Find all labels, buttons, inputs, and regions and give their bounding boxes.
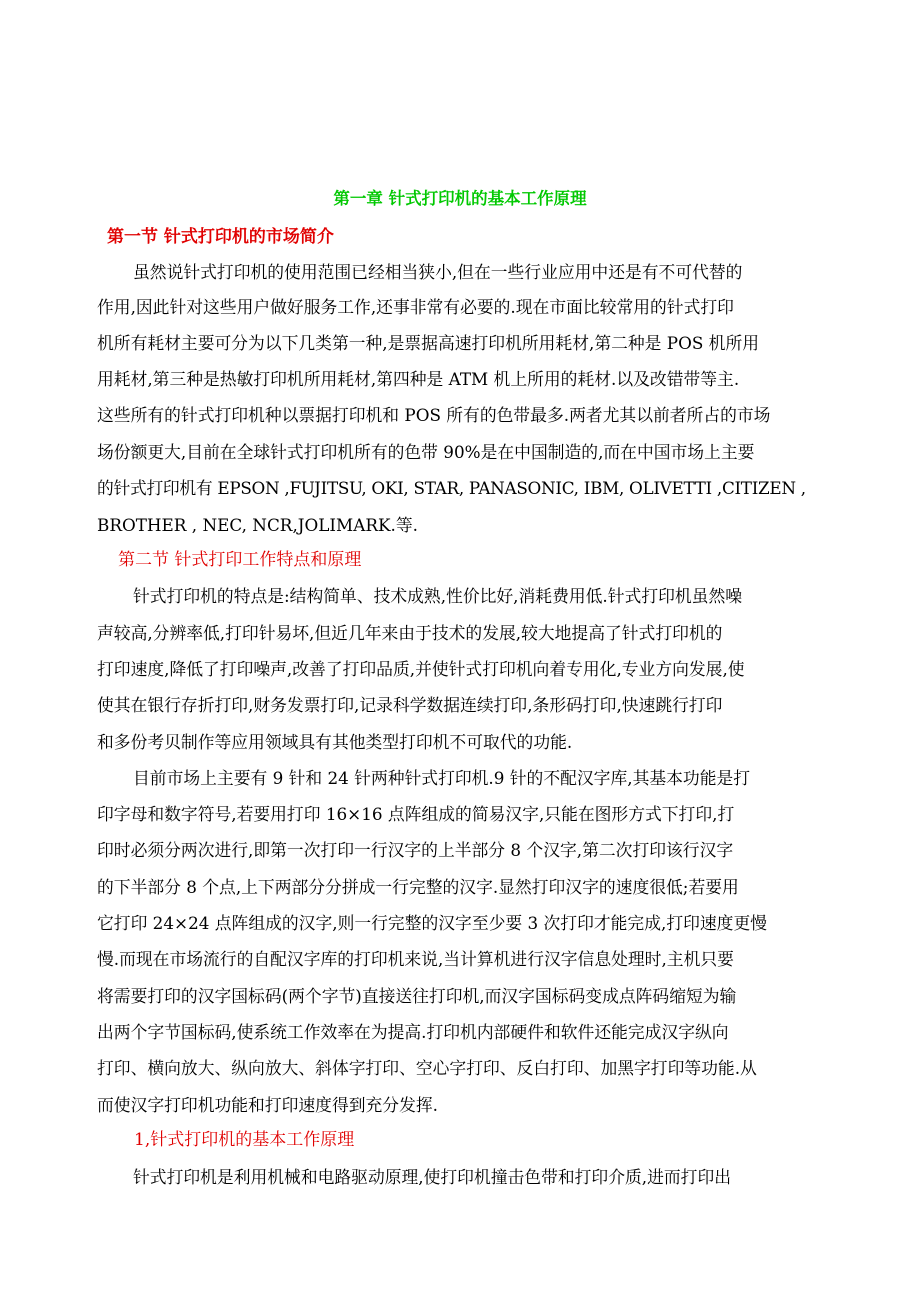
body-line: 场份额更大,目前在全球针式打印机所有的色带 90%是在中国制造的,而在中国市场上主要 xyxy=(97,442,755,462)
body-line: 印时必须分两次进行,即第一次打印一行汉字的上半部分 8 个汉字,第二次打印该行汉字 xyxy=(97,840,734,860)
body-line: 虽然说针式打印机的使用范围已经相当狭小,但在一些行业应用中还是有不可代替的 xyxy=(133,262,743,282)
body-line: 将需要打印的汉字国标码(两个字节)直接送往打印机,而汉字国标码变成点阵码缩短为输 xyxy=(97,986,737,1006)
body-line: 打印、横向放大、纵向放大、斜体字打印、空心字打印、反白打印、加黑字打印等功能.从 xyxy=(97,1058,757,1078)
body-line: 作用,因此针对这些用户做好服务工作,还事非常有必要的.现在市面比较常用的针式打印 xyxy=(97,297,734,317)
body-line: 慢.而现在市场流行的自配汉字库的打印机来说,当计算机进行汉字信息处理时,主机只要 xyxy=(97,949,734,969)
chapter-title: 第一章 针式打印机的基本工作原理 xyxy=(333,189,587,208)
body-line: 声较高,分辨率低,打印针易坏,但近几年来由于技术的发展,较大地提高了针式打印机的 xyxy=(97,623,723,643)
body-line: 目前市场上主要有 9 针和 24 针两种针式打印机.9 针的不配汉字库,其基本功能是打 xyxy=(133,768,751,788)
body-line: 它打印 24×24 点阵组成的汉字,则一行完整的汉字至少要 3 次打印才能完成,打印速度更慢 xyxy=(97,913,768,933)
body-line: 这些所有的针式打印机种以票据打印机和 POS 所有的色带最多.两者尤其以前者所占的市场 xyxy=(97,405,771,425)
body-line: 和多份考贝制作等应用领域具有其他类型打印机不可取代的功能. xyxy=(97,732,573,752)
section-1-heading: 第一节 针式打印机的市场简介 xyxy=(107,227,334,247)
body-line: 的针式打印机有 EPSON ,FUJITSU, OKI, STAR, PANASONIC, IBM, OLIVETTI ,CITIZEN , xyxy=(97,478,806,498)
body-line: 印字母和数字符号,若要用打印 16×16 点阵组成的简易汉字,只能在图形方式下打印,打 xyxy=(97,804,735,824)
body-line: 打印速度,降低了打印噪声,改善了打印品质,并使针式打印机向着专用化,专业方向发展,使 xyxy=(97,659,745,679)
body-line: 针式打印机的特点是:结构简单、技术成熟,性价比好,消耗费用低.针式打印机虽然噪 xyxy=(133,586,743,606)
body-line: BROTHER , NEC, NCR,JOLIMARK.等. xyxy=(97,515,418,535)
subsection-1-heading: 1,针式打印机的基本工作原理 xyxy=(134,1130,355,1150)
body-line: 使其在银行存折打印,财务发票打印,记录科学数据连续打印,条形码打印,快速跳行打印 xyxy=(97,695,723,715)
section-2-heading: 第二节 针式打印工作特点和原理 xyxy=(118,550,362,570)
body-line: 用耗材,第三种是热敏打印机所用耗材,第四种是 ATM 机上所用的耗材.以及改错带等主. xyxy=(97,369,740,389)
body-line: 出两个字节国标码,使系统工作效率在为提高.打印机内部硬件和软件还能完成汉字纵向 xyxy=(97,1022,729,1042)
body-line: 的下半部分 8 个点,上下两部分分拼成一行完整的汉字.显然打印汉字的速度很低;若要用 xyxy=(97,877,739,897)
body-line: 针式打印机是利用机械和电路驱动原理,使打印机撞击色带和打印介质,进而打印出 xyxy=(133,1167,732,1187)
body-line: 而使汉字打印机功能和打印速度得到充分发挥. xyxy=(97,1095,438,1115)
body-line: 机所有耗材主要可分为以下几类第一种,是票据高速打印机所用耗材,第二种是 POS 机所用 xyxy=(97,333,760,353)
